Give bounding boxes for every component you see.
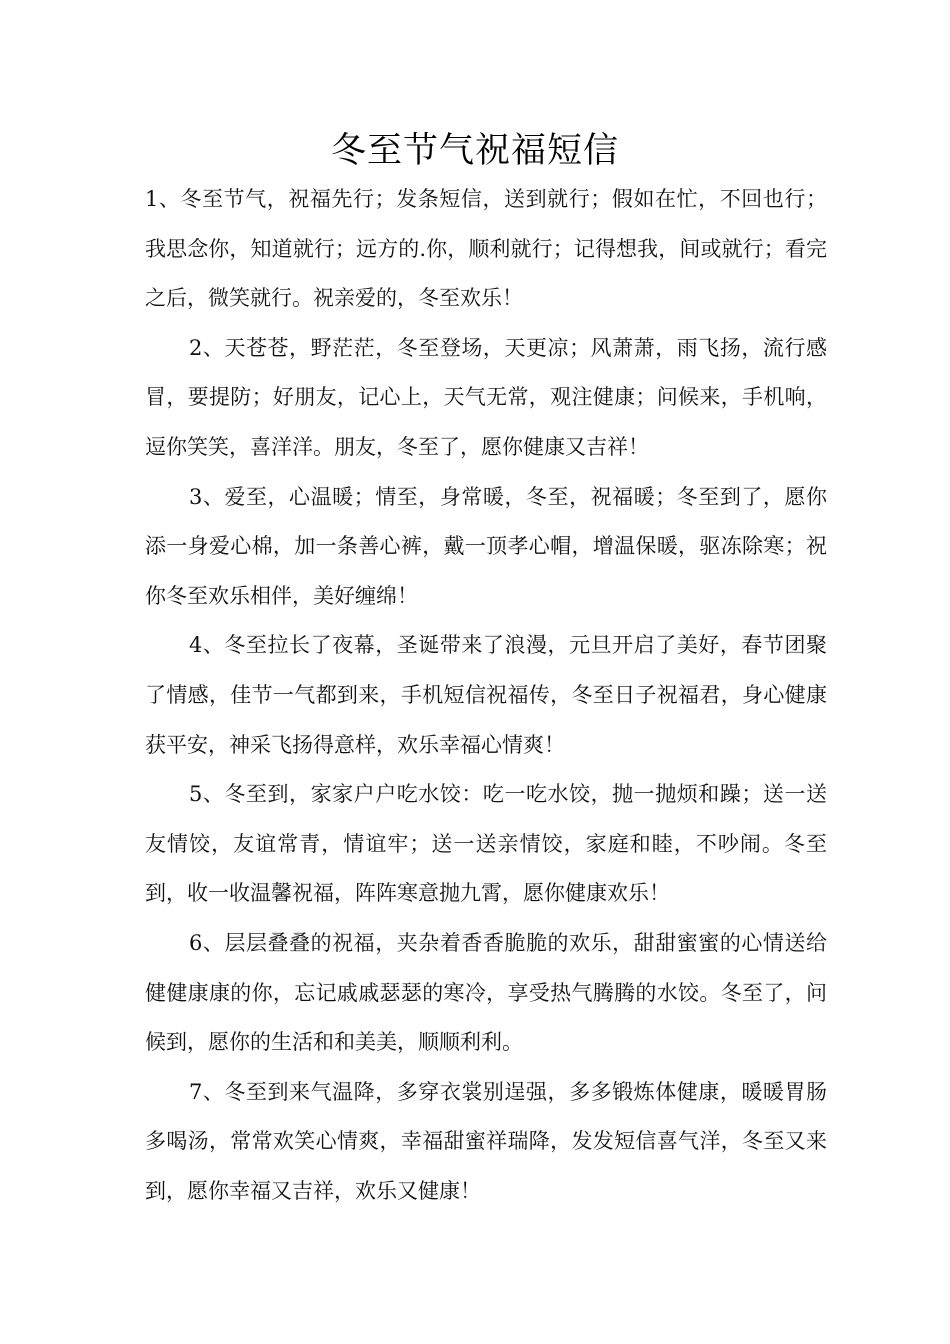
paragraph-3: 3、爱至，心温暖；情至，身常暖，冬至，祝福暖；冬至到了，愿你添一身爱心棉，加一条善心裤，戴一顶孝心帽，增温保暖，驱冻除寒；祝你冬至欢乐相伴，美好缠绵！ — [145, 484, 827, 608]
paragraph-6: 6、层层叠叠的祝福，夹杂着香香脆脆的欢乐，甜甜蜜蜜的心情送给健健康康的你，忘记戚戚瑟瑟的寒冷，享受热气腾腾的水饺。冬至了，问候到，愿你的生活和和美美，顺顺利利。 — [145, 930, 827, 1055]
paragraph-1: 1、冬至节气，祝福先行；发条短信，送到就行；假如在忙，不回也行；我思念你，知道就行；远方的.你，顺利就行；记得想我，间或就行；看完之后，微笑就行。祝亲爱的，冬至欢乐！ — [145, 187, 827, 311]
paragraph-7: 7、冬至到来气温降，多穿衣裳别逞强，多多锻炼体健康，暖暖胃肠多喝汤，常常欢笑心情爽，幸福甜蜜祥瑞降，发发短信喜气洋，冬至又来到，愿你幸福又吉祥，欢乐又健康！ — [145, 1079, 827, 1203]
paragraph-4: 4、冬至拉长了夜幕，圣诞带来了浪漫，元旦开启了美好，春节团聚了情感，佳节一气都到来，手机短信祝福传，冬至日子祝福君，身心健康获平安，神采飞扬得意样，欢乐幸福心情爽！ — [145, 633, 827, 757]
document-title: 冬至节气祝福短信 — [330, 131, 619, 171]
document-body — [145, 175, 827, 1216]
paragraph-5: 5、冬至到，家家户户吃水饺：吃一吃水饺，抛一抛烦和躁；送一送友情饺，友谊常青，情谊牢；送一送亲情饺，家庭和睦，不吵闹。冬至到，收一收温馨祝福，阵阵寒意抛九霄，愿你健康欢乐！ — [145, 782, 827, 906]
paragraph-2: 2、天苍苍，野茫茫，冬至登场，天更凉；风萧萧，雨飞扬，流行感冒，要提防；好朋友，记心上，天气无常，观注健康；问候来，手机响，逗你笑笑，喜洋洋。朋友，冬至了，愿你健康又吉祥！ — [145, 335, 827, 459]
